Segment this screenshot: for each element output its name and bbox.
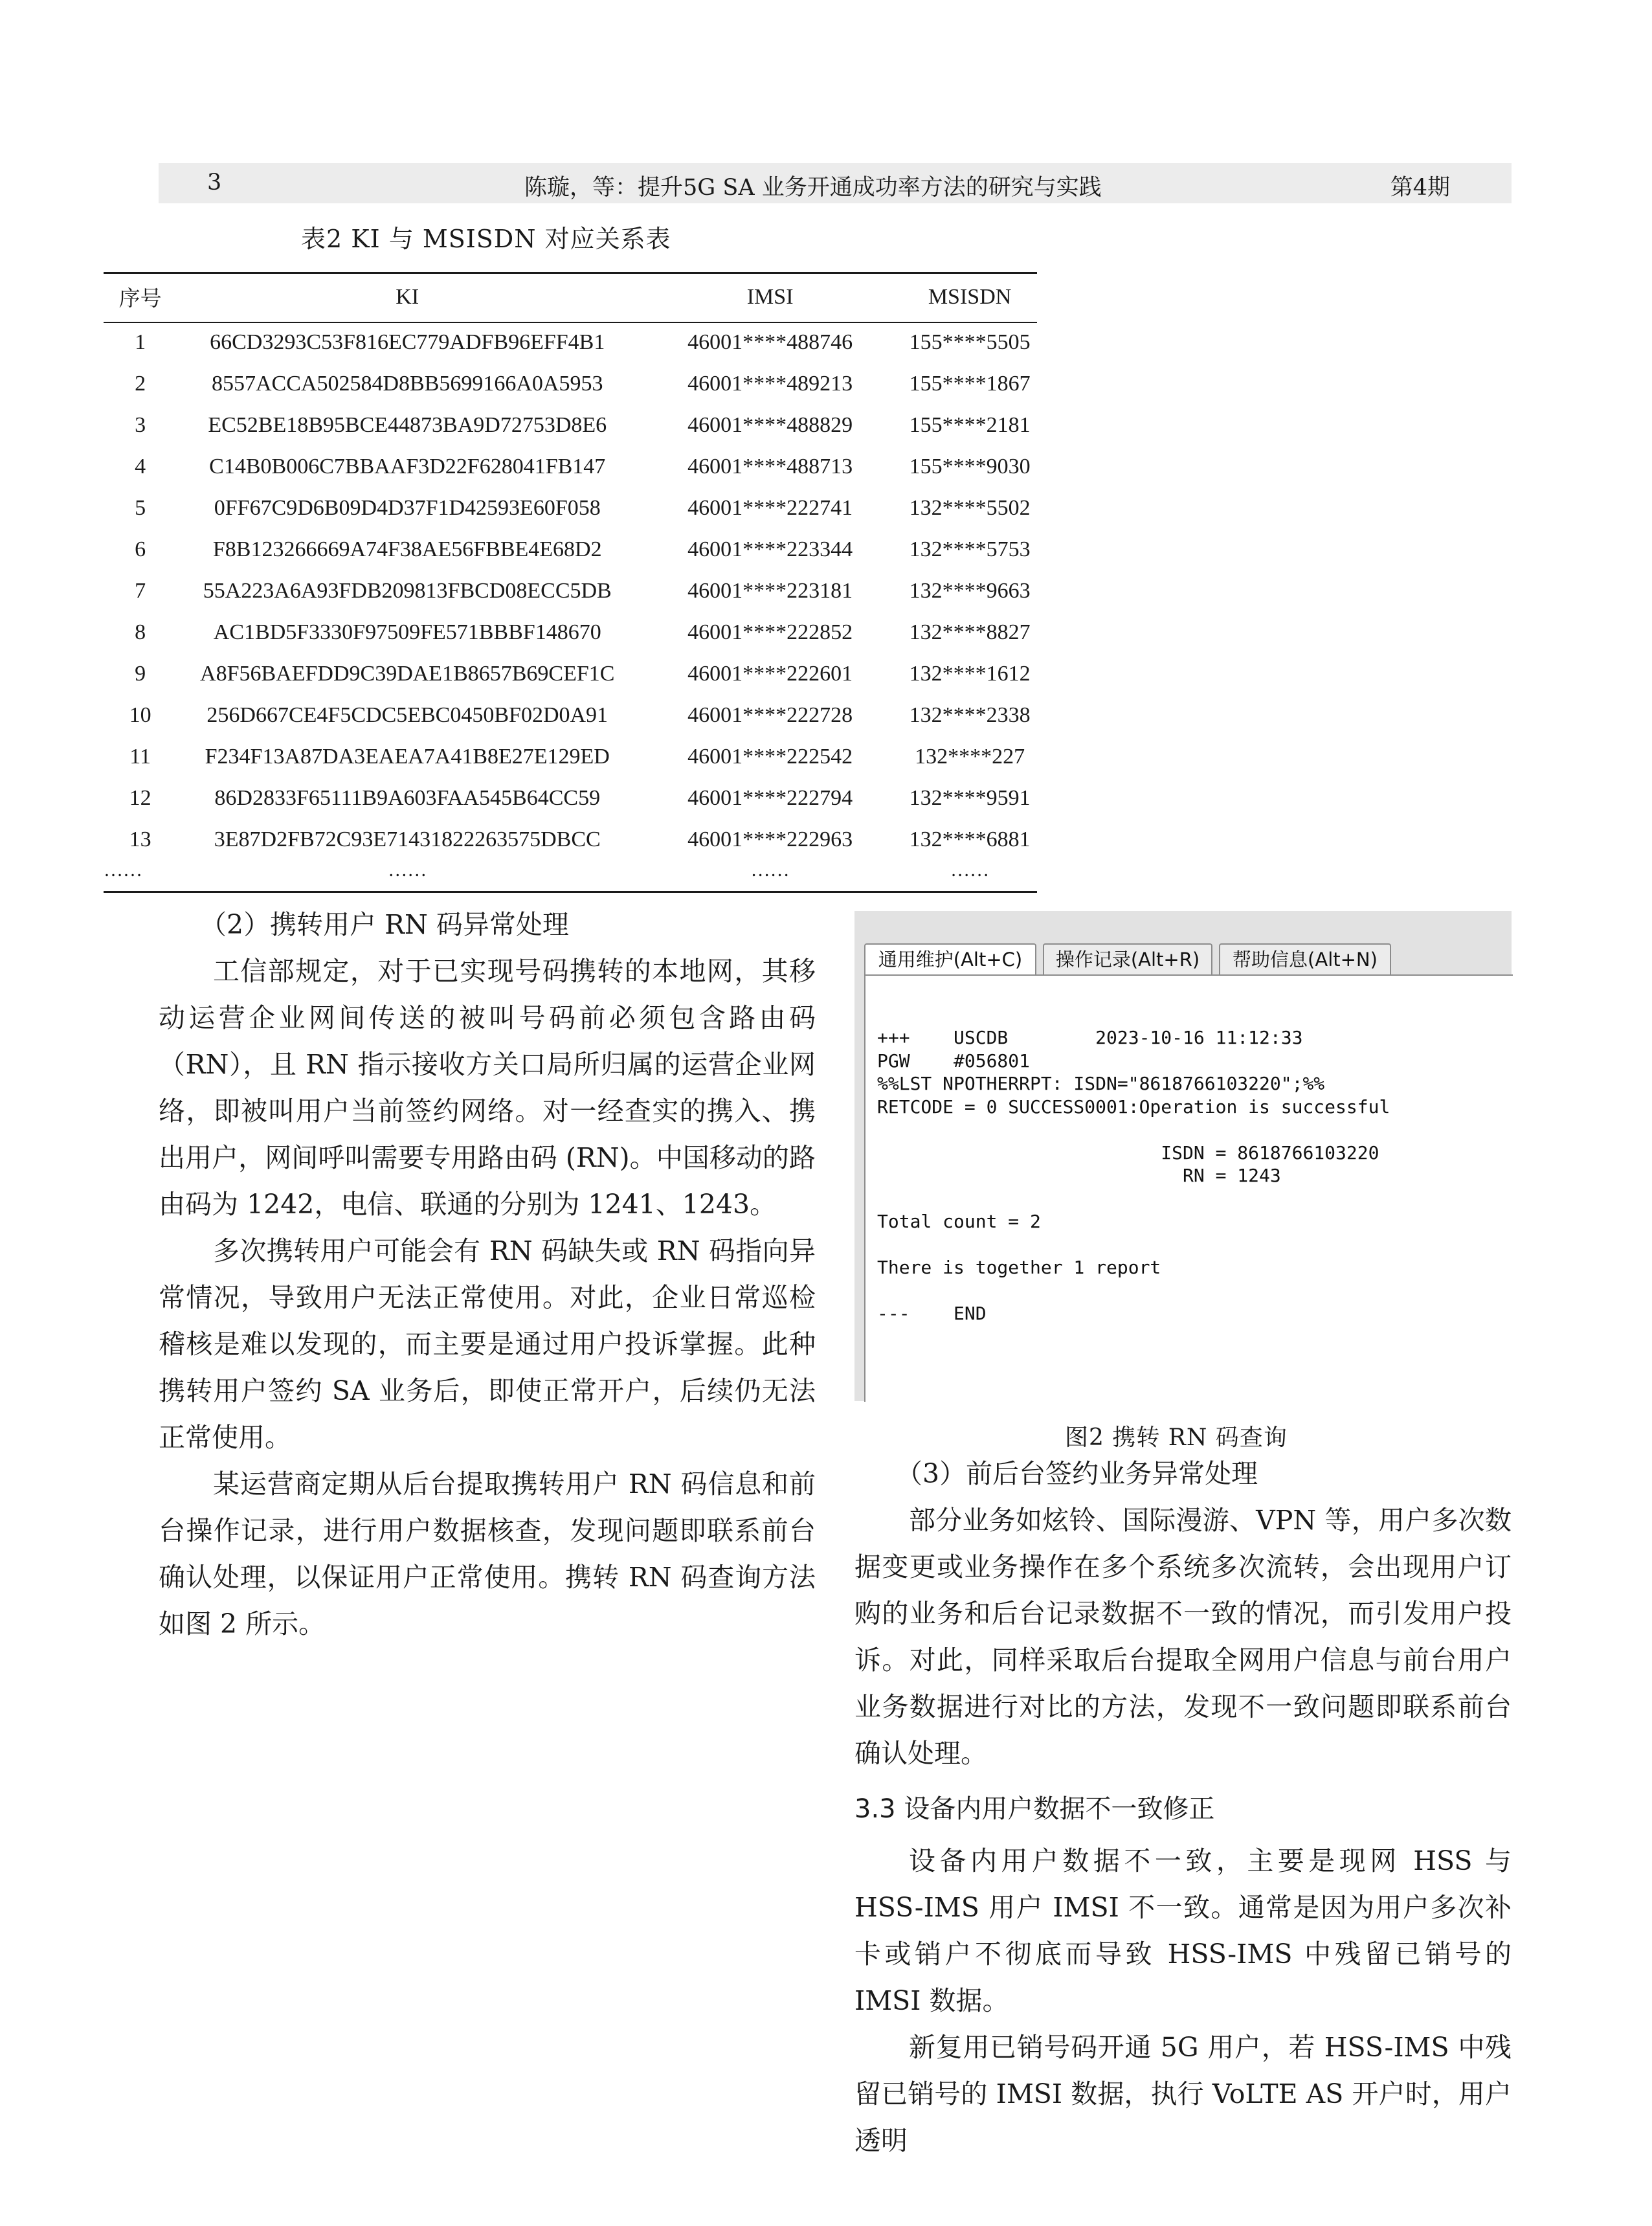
table-row	[104, 363, 1037, 405]
table-row	[104, 653, 1037, 695]
ki-value: 3E87D2FB72C93E71431822263575DBCC	[214, 827, 601, 851]
ki-value: F8B123266669A74F38AE56FBBE4E68D2	[212, 537, 602, 561]
column-header-ki: KI	[396, 284, 419, 309]
imsi-value: 46001****222728	[687, 703, 853, 727]
paragraph: 设备内用户数据不一致，主要是现网 HSS 与 HSS-IMS 用户 IMSI 不一致。通常是因为用户多次补卡或销户不彻底而导致 HSS-IMS 中残留已销号的 IMSI 数据。	[854, 1845, 1512, 2016]
msisdn-value: 132****6881	[909, 827, 1031, 851]
ki-value: F234F13A87DA3EAEA7A41B8E27E129ED	[205, 745, 610, 769]
msisdn-value: 132****5753	[909, 537, 1031, 561]
table-row	[104, 405, 1037, 446]
paragraph: 新复用已销号码开通 5G 用户，若 HSS-IMS 中残留已销号的 IMSI 数据，执行 VoLTE AS 开户时，用户透明	[854, 2032, 1512, 2156]
ki-value: 0FF67C9D6B09D4D37F1D42593E60F058	[214, 496, 601, 520]
msisdn-value: 132****9591	[909, 786, 1031, 810]
tab-general-maintenance[interactable]: 通用维护(Alt+C)	[864, 943, 1036, 977]
msisdn-value: 155****2181	[909, 413, 1031, 437]
paragraph: 工信部规定，对于已实现号码携转的本地网，其移动运营企业网间传送的被叫号码前必须包含路由码（RN），且 RN 指示接收方关口局所归属的运营企业网络，即被叫用户当前签约网络。对一经查实的携入、携出用户，网间呼叫需要专用路由码 (RN)。中国移动的路由码为 1242，电信、联通的分别为 1241、1243。	[159, 956, 816, 1220]
table-bottom-rule	[104, 891, 1037, 893]
ki-value: 8557ACCA502584D8BB5699166A0A5953	[212, 372, 603, 396]
table-row	[104, 778, 1037, 819]
table-row	[104, 446, 1037, 488]
table-header-row	[104, 272, 1037, 322]
imsi-value: 46001****223181	[687, 579, 853, 603]
ellipsis-cell: ……	[750, 859, 790, 881]
msisdn-value: 155****5505	[909, 330, 1031, 354]
data-table	[104, 272, 1037, 886]
imsi-value: 46001****222963	[687, 827, 853, 851]
row-index: 4	[135, 455, 146, 478]
imsi-value: 46001****222741	[687, 496, 853, 520]
ellipsis-cell: ……	[388, 859, 427, 881]
row-index: 2	[135, 372, 146, 396]
right-text-column	[854, 1450, 1512, 2164]
ellipsis-cell: ……	[104, 859, 142, 881]
msisdn-value: 155****9030	[909, 455, 1031, 478]
tab-help-info[interactable]: 帮助信息(Alt+N)	[1219, 943, 1391, 974]
table-row	[104, 322, 1037, 363]
tab-bar	[864, 943, 1512, 974]
section-heading: 3.3 设备内用户数据不一致修正	[854, 1794, 1215, 1824]
ki-value: AC1BD5F3330F97509FE571BBBF148670	[213, 620, 601, 644]
table-ellipsis-row	[104, 860, 1037, 886]
imsi-value: 46001****488829	[687, 413, 853, 437]
row-index: 11	[129, 745, 151, 769]
left-text-column	[159, 901, 816, 1647]
ellipsis-cell: ……	[950, 859, 990, 881]
imsi-value: 46001****223344	[687, 537, 853, 561]
ki-value: C14B0B006C7BBAAF3D22F628041FB147	[209, 455, 606, 478]
table-row	[104, 819, 1037, 860]
paragraph: 多次携转用户可能会有 RN 码缺失或 RN 码指向异常情况，导致用户无法正常使用。对此，企业日常巡检稽核是难以发现的，而主要是通过用户投诉掌握。此种携转用户签约 SA 业务后，即使正常开户，后续仍无法正常使用。	[159, 1235, 816, 1453]
imsi-value: 46001****222542	[687, 745, 853, 769]
imsi-value: 46001****222794	[687, 786, 853, 810]
paragraph: 部分业务如炫铃、国际漫游、VPN 等，用户多次数据变更或业务操作在多个系统多次流转，会出现用户订购的业务和后台记录数据不一致的情况，而引发用户投诉。对此，同样采取后台提取全网用户信息与前台用户业务数据进行对比的方法，发现不一致问题即联系前台确认处理。	[854, 1505, 1512, 1769]
column-header-imsi: IMSI	[746, 284, 794, 309]
column-header-index: 序号	[118, 286, 162, 311]
row-index: 6	[135, 537, 146, 561]
ki-value: 66CD3293C53F816EC779ADFB96EFF4B1	[210, 330, 605, 354]
page-number: 3	[207, 170, 222, 196]
msisdn-value: 132****227	[915, 745, 1025, 769]
msisdn-value: 132****1612	[909, 662, 1031, 686]
imsi-value: 46001****488713	[687, 455, 853, 478]
rn-query-screenshot	[854, 911, 1512, 1401]
table-row	[104, 488, 1037, 529]
table-row	[104, 736, 1037, 778]
ki-value: 55A223A6A93FDB209813FBCD08ECC5DB	[203, 579, 612, 603]
msisdn-value: 132****5502	[909, 496, 1031, 520]
ki-value: A8F56BAEFDD9C39DAE1B8657B69CEF1C	[200, 662, 615, 686]
subsection-heading-rn: （2）携转用户 RN 码异常处理	[200, 909, 569, 940]
msisdn-value: 155****1867	[909, 372, 1031, 396]
issue-label: 第4期	[1390, 175, 1450, 201]
figure-caption: 图2 携转 RN 码查询	[1065, 1424, 1288, 1451]
row-index: 13	[129, 827, 151, 851]
table-caption: 表2 KI 与 MSISDN 对应关系表	[301, 225, 671, 253]
imsi-value: 46001****488746	[687, 330, 853, 354]
imsi-value: 46001****222852	[687, 620, 853, 644]
console-panel	[864, 974, 1513, 1402]
imsi-value: 46001****489213	[687, 372, 853, 396]
table-row	[104, 695, 1037, 736]
msisdn-value: 132****9663	[909, 579, 1031, 603]
row-index: 5	[135, 496, 146, 520]
row-index: 1	[135, 330, 146, 354]
ki-value: 256D667CE4F5CDC5EBC0450BF02D0A91	[206, 703, 608, 727]
console-output: +++ USCDB 2023-10-16 11:12:33 PGW #056801 %%LST NPOTHERRPT: ISDN="8618766103220";%% RETCODE = 0 SUCCESS0001:Operation is successful ISDN = 8618766103220 RN = 1243 Total count = 2 There is together 1 report --- END	[877, 1027, 1390, 1324]
table-row	[104, 612, 1037, 653]
row-index: 12	[129, 786, 151, 810]
table-row	[104, 529, 1037, 570]
msisdn-value: 132****8827	[909, 620, 1031, 644]
tab-operation-log[interactable]: 操作记录(Alt+R)	[1043, 943, 1212, 974]
table-row	[104, 570, 1037, 612]
ki-value: EC52BE18B95BCE44873BA9D72753D8E6	[208, 413, 607, 437]
ki-value: 86D2833F65111B9A603FAA545B64CC59	[214, 786, 601, 810]
subsection-heading-signing: （3）前后台签约业务异常处理	[896, 1458, 1258, 1489]
imsi-value: 46001****222601	[687, 662, 853, 686]
msisdn-value: 132****2338	[909, 703, 1031, 727]
row-index: 8	[135, 620, 146, 644]
running-header	[159, 163, 1512, 203]
row-index: 10	[129, 703, 151, 727]
row-index: 3	[135, 413, 146, 437]
paragraph: 某运营商定期从后台提取携转用户 RN 码信息和前台操作记录，进行用户数据核查，发现问题即联系前台确认处理，以保证用户正常使用。携转 RN 码查询方法如图 2 所示。	[159, 1468, 816, 1639]
running-title: 陈璇，等：提升5G SA 业务开通成功率方法的研究与实践	[524, 175, 1102, 201]
row-index: 9	[135, 662, 146, 686]
row-index: 7	[135, 579, 146, 603]
column-header-msisdn: MSISDN	[928, 284, 1012, 309]
